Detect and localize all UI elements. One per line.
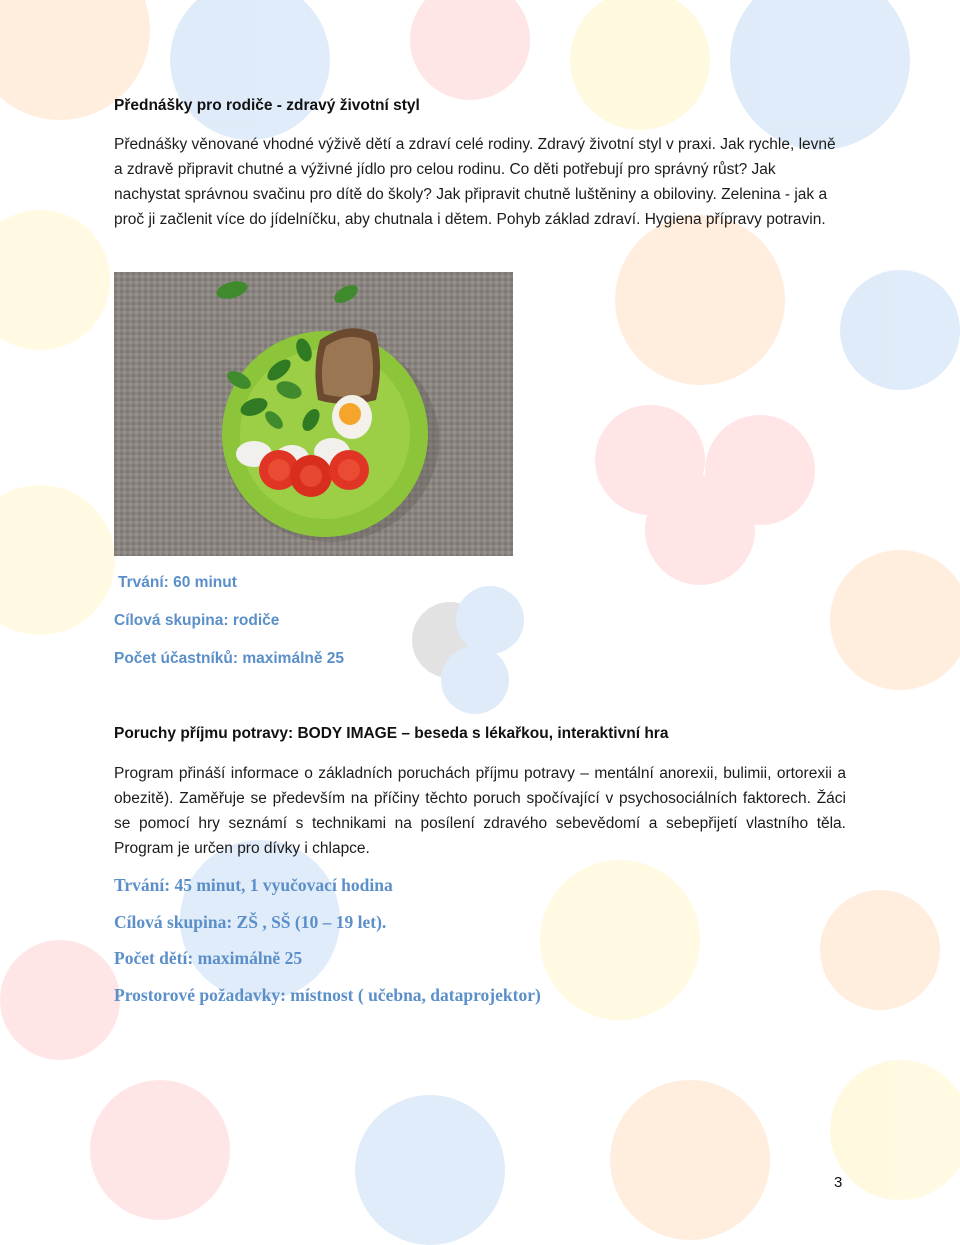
- egg-yolk: [339, 403, 361, 425]
- section2-title: Poruchy příjmu potravy: BODY IMAGE – beseda s lékařkou, interaktivní hra: [114, 725, 669, 742]
- section1-participants: Počet účastníků: maximálně 25: [114, 650, 345, 667]
- page-number: 3: [834, 1174, 843, 1191]
- healthy-plate-photo: [114, 272, 513, 556]
- section1-title: Přednášky pro rodiče - zdravý životní styl: [114, 97, 420, 114]
- section1-duration: Trvání: 60 minut: [118, 574, 237, 591]
- bread-crumb: [322, 337, 373, 397]
- section2-description: Program přináší informace o základních poruchách příjmu potravy – mentální anorexii, bulimii, ortorexii a obezitě). Zaměřuje se především na příčiny těchto poruch spočívající v psychosociálních faktorech. Žáci se pomocí hry seznámí s technikami na posílení zdravého sebevědomí a sebepřijetí vlastního těla. Program je určen pro dívky i chlapce.: [114, 765, 846, 857]
- section1-description: Přednášky věnované vhodné výživě dětí a zdraví celé rodiny. Zdravý životní styl v praxi. Jak rychle, levně a zdravě připravit chutné a výživné jídlo pro celou rodinu. Co děti potřebují pro správný růst? Jak nachystat správnou svačinu pro dítě do školy? Jak připravit chutně luštěniny a obiloviny. Zelenina - jak a proč ji začlenit více do jídelníčku, aby chutnala i dětem. Pohyb základ zdraví. Hygiena přípravy potravin.: [114, 136, 836, 228]
- section2-target-group: Cílová skupina: ZŠ , SŠ (10 – 19 let).: [114, 912, 387, 932]
- section2-duration: Trvání: 45 minut, 1 vyučovací hodina: [114, 875, 393, 895]
- section2-space-requirements: Prostorové požadavky: místnost ( učebna, dataprojektor): [114, 985, 541, 1005]
- section1-target-group: Cílová skupina: rodiče: [114, 612, 280, 629]
- section2-children: Počet dětí: maximálně 25: [114, 948, 303, 968]
